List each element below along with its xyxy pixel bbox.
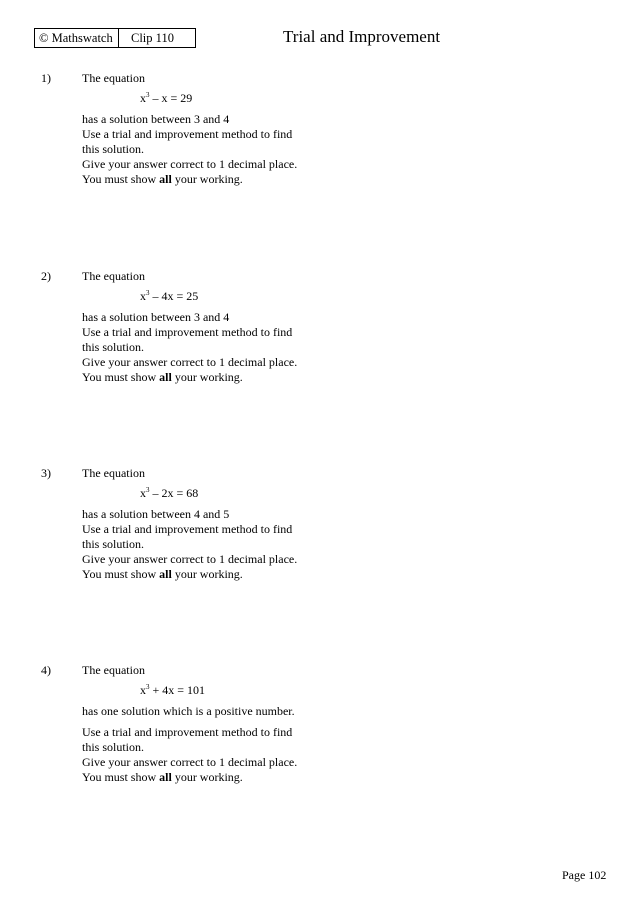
question-line: Use a trial and improvement method to find [82,127,293,141]
question-line: Use a trial and improvement method to find [82,725,293,739]
question-intro: The equation [82,466,145,480]
question-text [82,310,297,385]
question-line: has a solution between 3 and 4 [82,310,230,324]
question-number: 1) [41,71,51,85]
question-equation: $x^3 + 4x = 101$ [140,683,206,697]
question-line: this solution. [82,740,145,754]
header-box [34,28,196,48]
working-instruction: You must show all your working. [82,770,243,784]
clip-label: Clip 110 [131,31,174,45]
page-title: Trial and Improvement [283,27,441,46]
question-text [82,704,297,785]
question-line: has a solution between 3 and 4 [82,112,230,126]
question-number: 4) [41,663,51,677]
working-instruction: You must show all your working. [82,370,243,384]
working-instruction: You must show all your working. [82,567,243,581]
question-number: 2) [41,269,51,283]
question-line: this solution. [82,142,145,156]
question-line: Use a trial and improvement method to find [82,325,293,339]
question-line: this solution. [82,537,145,551]
question-intro: The equation [82,71,145,85]
question-equation: $x^3 - x = 29$ [140,91,193,105]
question-line: has one solution which is a positive number. [82,704,295,718]
question-line: Give your answer correct to 1 decimal place. [82,157,298,171]
question-line: has a solution between 4 and 5 [82,507,230,521]
question-text [82,112,297,187]
question-line: Use a trial and improvement method to find [82,522,293,536]
question-text [82,507,297,582]
question-line: Give your answer correct to 1 decimal place. [82,755,298,769]
question-intro: The equation [82,663,145,677]
question-number: 3) [41,466,51,480]
brand-label: © Mathswatch [35,29,119,47]
page-number: Page 102 [562,868,607,882]
working-instruction: You must show all your working. [82,172,243,186]
question-intro: The equation [82,269,145,283]
question-equation: $x^3 - 4x = 25$ [140,289,199,303]
question-line: this solution. [82,340,145,354]
question-line: Give your answer correct to 1 decimal place. [82,355,298,369]
question-line: Give your answer correct to 1 decimal place. [82,552,298,566]
question-equation: $x^3 - 2x = 68$ [140,486,199,500]
